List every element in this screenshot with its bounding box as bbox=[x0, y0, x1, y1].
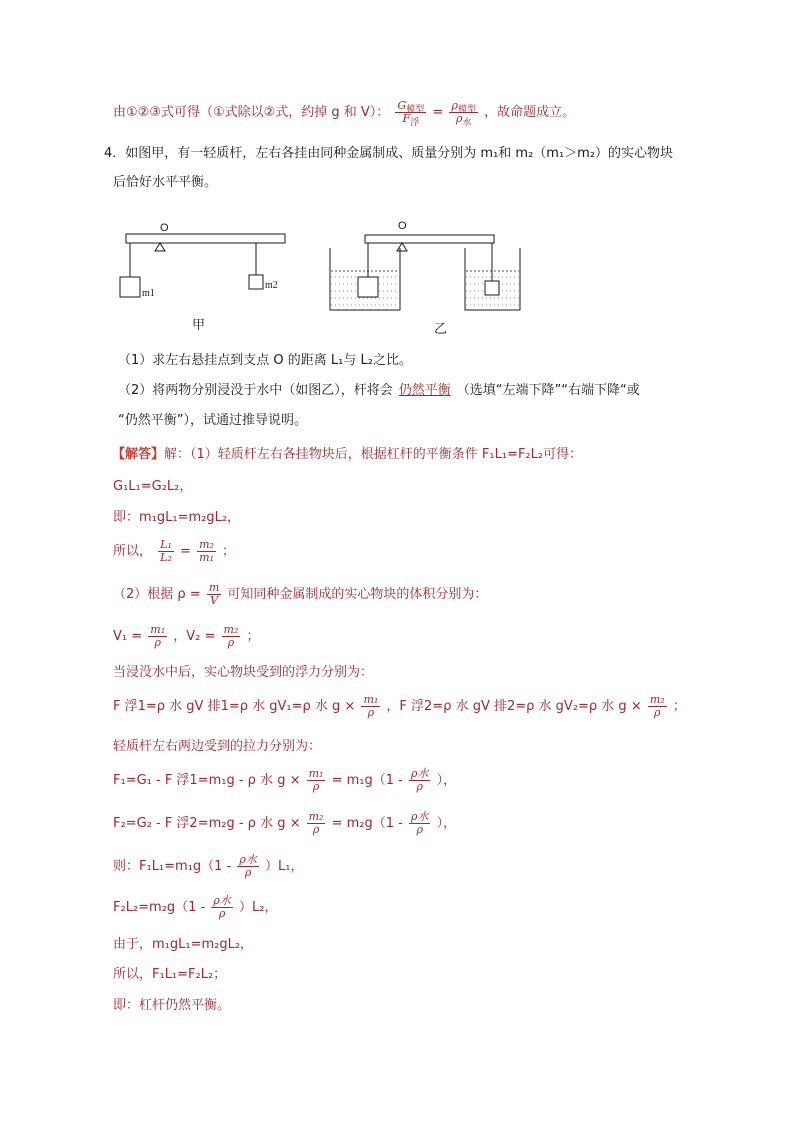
mass-right-a bbox=[249, 275, 263, 289]
step-3: 所以， $\frac{\text{L₁}}{\text{L₂}}$ = $\frac{\text{m₂}}{\text{m₁}}$ ； bbox=[113, 538, 236, 564]
question-line-1: 4．如图甲，有一轻质杆，左右各挂由同种金属制成、质量分别为 m₁和 m₂（m₁＞m₂）的实心物块 bbox=[104, 146, 674, 161]
answer-blank: 仍然平衡 bbox=[398, 383, 451, 398]
step-13: 由于，m₁gL₁=m₂gL₂， bbox=[113, 937, 254, 952]
intro-prefix: 由①②③式可得（①式除以②式，约掉 g 和 V）： bbox=[113, 105, 390, 120]
fulcrum-triangle-a bbox=[155, 243, 165, 251]
step-11: 则：F₁L₁=m₁g（1 - $\frac{\text{ρ水}}{\rho}$ ）L₁， bbox=[113, 853, 304, 879]
step-1: G₁L₁=G₂L₂， bbox=[113, 479, 193, 494]
intro-fraction-rho: $\frac{\rho_{模型}}{\rho_水}$ bbox=[451, 99, 476, 128]
step-4: （2）根据 ρ = $\frac{m}{V}$ 可知同种金属制成的实心物块的体积分别为： bbox=[113, 581, 488, 607]
step-14: 所以，F₁L₁=F₂L₂； bbox=[113, 967, 227, 982]
lever-bar-a bbox=[126, 234, 285, 243]
figure-a bbox=[120, 222, 285, 333]
caption-a: 甲 bbox=[192, 318, 206, 333]
fulcrum-triangle-b bbox=[397, 243, 407, 251]
intro-fraction-g-over-f: $\frac{G_{模型}}{F_浮}$ bbox=[397, 99, 425, 128]
step-2: 即：m₁gL₁=m₂gL₂， bbox=[113, 510, 241, 525]
answer-tag: 【解答】 bbox=[112, 447, 165, 462]
lever-bar-b bbox=[365, 235, 494, 243]
mass-right-b bbox=[485, 281, 499, 295]
lever-figure bbox=[118, 213, 538, 343]
question-part-2-cont: “仍然平衡”），试通过推导说明。 bbox=[118, 413, 307, 428]
step-12: F₂L₂=m₂g（1 - $\frac{\text{ρ水}}{\rho}$ ）L₂， bbox=[113, 894, 278, 920]
question-part-2: （2）将两物分别浸没于水中（如图乙），杆将会 仍然平衡 （选填“左端下降”“右端下降“或 bbox=[118, 383, 640, 398]
step-6: 当浸没水中后，实心物块受到的浮力分别为： bbox=[113, 665, 374, 680]
intro-suffix: ，故命题成立。 bbox=[484, 105, 576, 120]
question-line-2: 后恰好水平平衡。 bbox=[113, 175, 218, 190]
fulcrum-label-b: O bbox=[398, 220, 407, 232]
mass-right-label: m2 bbox=[265, 280, 278, 291]
step-9: F₁=G₁ - F 浮1=m₁g - ρ 水 g × $\frac{\text{m₁}}{\rho}$ = m₁g（1 - $\frac{\text{ρ水}}{\rho}$ ）， bbox=[113, 767, 457, 793]
mass-left-b bbox=[358, 277, 378, 297]
step-7: F 浮1=ρ 水 gV 排1=ρ 水 gV₁=ρ 水 g × $\frac{\text{m₁}}{\rho}$ ，F 浮2=ρ 水 gV 排2=ρ 水 gV₂=ρ 水 g × $\frac{\text{m₂}}{\rho}$ ； bbox=[113, 693, 686, 719]
step-10: F₂=G₂ - F 浮2=m₂g - ρ 水 g × $\frac{\text{m₂}}{\rho}$ = m₂g（1 - $\frac{\text{ρ水}}{\rho}$ ）， bbox=[113, 810, 457, 836]
step-15: 即：杠杆仍然平衡。 bbox=[113, 998, 231, 1013]
figure-b bbox=[330, 220, 520, 337]
mass-left-a bbox=[120, 277, 140, 297]
question-part-1: （1）求左右悬挂点到支点 O 的距离 L₁与 L₂之比。 bbox=[118, 353, 412, 368]
mass-left-label: m1 bbox=[142, 288, 155, 299]
step-8: 轻质杆左右两边受到的拉力分别为： bbox=[113, 739, 322, 754]
caption-b: 乙 bbox=[434, 322, 448, 337]
solution-intro: 【解答】解：（1）轻质杆左右各挂物块后，根据杠杆的平衡条件 F₁L₁=F₂L₂可得： bbox=[112, 447, 583, 462]
intro-line: 由①②③式可得（①式除以②式，约掉 g 和 V）： $\frac{G_{模型}}{F_浮}$ = $\frac{\rho_{模型}}{\rho_水}$ ，故命题成立。 bbox=[113, 99, 576, 128]
step-5: V₁ = $\frac{\text{m₁}}{\rho}$ ，V₂ = $\frac{\text{m₂}}{\rho}$ ； bbox=[113, 623, 260, 649]
fulcrum-label-a: O bbox=[160, 222, 169, 234]
